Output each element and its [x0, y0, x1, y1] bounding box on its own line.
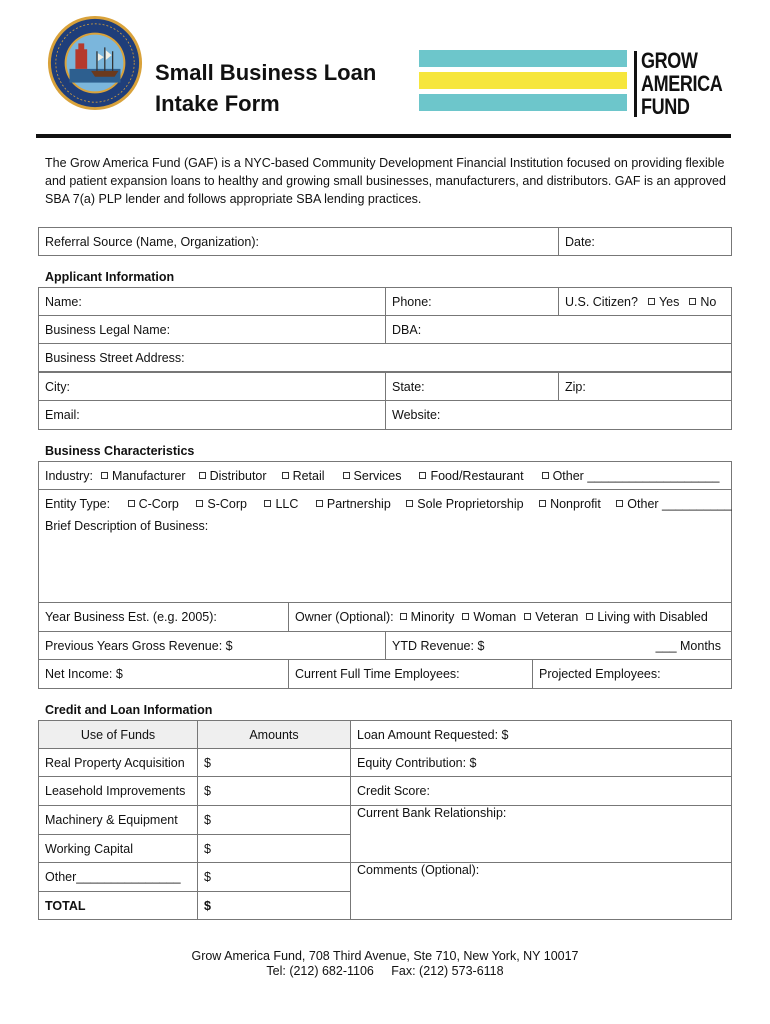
- option-label: Sole Proprietorship: [417, 497, 524, 511]
- intro-paragraph: The Grow America Fund (GAF) is a NYC-based Community Development Financial Institution focused on providing flexible and patient expansion loans to healthy and growing small businesses, manufacturers, and distributors. GAF is an approved SBA 7(a) PLP lender and follows appropriate SBA lending practices.: [45, 156, 726, 206]
- header-divider: [36, 134, 731, 138]
- months-label: ___ Months: [655, 638, 721, 653]
- applicant-information-heading: Applicant Information: [45, 270, 175, 284]
- option-label: C-Corp: [138, 497, 179, 511]
- brand-stripes: [419, 50, 627, 116]
- option-label: Manufacturer: [111, 468, 186, 483]
- website-field[interactable]: [385, 400, 732, 430]
- table-row-machinery: [38, 805, 198, 835]
- table-row-working-capital: [38, 834, 198, 863]
- footer-fax: Fax: (212) 573-6118: [391, 964, 504, 978]
- amount-other[interactable]: [197, 862, 351, 892]
- net-income-field[interactable]: [38, 659, 289, 689]
- dollar-sign: $: [204, 784, 211, 798]
- fund-use-label: Real Property Acquisition: [45, 755, 185, 770]
- checkbox-icon[interactable]: [128, 500, 135, 507]
- amount-machinery[interactable]: [197, 805, 351, 835]
- industry-option-other[interactable]: [542, 469, 720, 483]
- owner-option-minority[interactable]: [400, 610, 455, 624]
- credit-score-label: Credit Score:: [357, 784, 430, 798]
- table-row-leasehold: [38, 776, 198, 806]
- amount-working-capital[interactable]: [197, 834, 351, 863]
- checkbox-icon[interactable]: [199, 472, 206, 479]
- comments-label: Comments (Optional):: [357, 863, 480, 877]
- checkbox-icon[interactable]: [462, 613, 469, 620]
- option-label: Retail: [292, 468, 325, 483]
- us-citizen-label: U.S. Citizen?: [565, 294, 638, 309]
- logo-line-3: FUND: [641, 94, 690, 119]
- footer-contact: [0, 963, 770, 979]
- checkbox-icon[interactable]: [264, 500, 271, 507]
- industry-option-manufacturer[interactable]: [101, 469, 186, 483]
- checkbox-icon[interactable]: [196, 500, 203, 507]
- state-field[interactable]: [385, 372, 559, 401]
- use-of-funds-label: Use of Funds: [80, 727, 156, 742]
- dollar-sign: $: [204, 841, 211, 856]
- business-characteristics-heading: Business Characteristics: [45, 444, 195, 458]
- total-label: TOTAL: [45, 898, 86, 913]
- title-line-1: Small Business Loan: [155, 60, 377, 85]
- option-label: Food/Restaurant: [430, 468, 524, 483]
- name-field[interactable]: [38, 287, 386, 316]
- logo-line-1: GROW: [641, 48, 698, 73]
- use-of-funds-header: [38, 720, 198, 749]
- year-established-label: Year Business Est. (e.g. 2005):: [45, 610, 217, 624]
- dollar-sign: $: [204, 870, 211, 884]
- fund-use-label: Working Capital: [45, 841, 134, 856]
- option-label: Distributor: [209, 468, 267, 483]
- checkbox-icon[interactable]: [539, 500, 546, 507]
- legal-name-label: Business Legal Name:: [45, 322, 171, 337]
- equity-contribution-label: Equity Contribution: $: [357, 755, 477, 770]
- owner-option-woman[interactable]: [462, 610, 516, 624]
- option-label: Minority: [410, 610, 455, 624]
- entity-option-nonprofit[interactable]: [539, 497, 601, 511]
- ytd-revenue-field[interactable]: [385, 631, 732, 660]
- teal-stripe: [419, 50, 627, 67]
- owner-label: Owner (Optional):: [295, 610, 394, 624]
- owner-option-living-with-disabled[interactable]: [586, 610, 707, 624]
- industry-option-services[interactable]: [343, 469, 402, 483]
- industry-row: [38, 461, 732, 490]
- dollar-sign: $: [204, 813, 211, 827]
- name-label: Name:: [45, 294, 82, 309]
- amounts-header: [197, 720, 351, 749]
- amount-real-property[interactable]: [197, 748, 351, 777]
- title-line-2: Intake Form: [155, 91, 280, 116]
- referral-source-field[interactable]: [38, 227, 559, 256]
- option-label: Partnership: [326, 497, 391, 511]
- option-label: Other __________: [627, 497, 732, 511]
- yes-label: Yes: [658, 294, 680, 309]
- footer-tel: Tel: (212) 682-1106: [266, 964, 374, 978]
- entity-option-s-corp[interactable]: [196, 497, 247, 511]
- option-label: Woman: [473, 610, 517, 624]
- logo-divider: [634, 51, 637, 117]
- city-field[interactable]: [38, 372, 386, 401]
- referral-source-label: Referral Source (Name, Organization):: [45, 234, 259, 249]
- industry-option-distributor[interactable]: [199, 469, 267, 483]
- date-field[interactable]: [558, 227, 732, 256]
- dollar-sign: $: [204, 755, 211, 770]
- entity-option-sole-proprietorship[interactable]: [406, 497, 523, 511]
- zip-field[interactable]: [558, 372, 732, 401]
- checkbox-icon[interactable]: [343, 472, 350, 479]
- industry-label: Industry:: [45, 468, 93, 483]
- table-row-real-property: [38, 748, 198, 777]
- option-label: Veteran: [535, 610, 579, 624]
- fund-use-label: Other_______________: [45, 870, 181, 884]
- no-label: No: [700, 294, 717, 309]
- checkbox-icon[interactable]: [616, 500, 623, 507]
- option-label: Other ___________________: [552, 468, 720, 483]
- entity-option-other[interactable]: [616, 497, 731, 511]
- date-label: Date:: [565, 234, 595, 249]
- citizen-no-option[interactable]: [689, 295, 716, 309]
- checkbox-icon[interactable]: [689, 298, 696, 305]
- business-legal-name-field[interactable]: [38, 315, 386, 344]
- industry-option-food-restaurant[interactable]: [419, 469, 523, 483]
- entity-option-c-corp[interactable]: [128, 497, 179, 511]
- city-label: City:: [45, 379, 70, 394]
- full-time-employees-field[interactable]: [288, 659, 533, 689]
- amounts-label: Amounts: [249, 727, 299, 742]
- entity-option-partnership[interactable]: [316, 497, 391, 511]
- checkbox-icon[interactable]: [419, 472, 426, 479]
- loan-amount-field[interactable]: [350, 720, 732, 749]
- fund-use-label: Leasehold Improvements: [45, 784, 186, 798]
- previous-revenue-field[interactable]: [38, 631, 386, 660]
- table-row-other[interactable]: [38, 862, 198, 892]
- option-label: Nonprofit: [550, 497, 601, 511]
- credit-score-field[interactable]: [350, 776, 732, 806]
- teal-stripe: [419, 94, 627, 111]
- checkbox-icon[interactable]: [282, 472, 289, 479]
- table-row-total: [38, 891, 198, 920]
- checkbox-icon[interactable]: [648, 298, 655, 305]
- zip-label: Zip:: [565, 379, 586, 394]
- city-seal-logo: [46, 14, 144, 112]
- checkbox-icon[interactable]: [524, 613, 531, 620]
- ytd-revenue-label: YTD Revenue: $: [392, 638, 485, 653]
- amount-leasehold[interactable]: [197, 776, 351, 806]
- amount-total[interactable]: [197, 891, 351, 920]
- equity-contribution-field[interactable]: [350, 748, 732, 777]
- checkbox-icon[interactable]: [406, 500, 413, 507]
- checkbox-icon[interactable]: [586, 613, 593, 620]
- footer-address: Grow America Fund, 708 Third Avenue, Ste 710, New York, NY 10017: [191, 949, 579, 963]
- full-time-employees-label: Current Full Time Employees:: [295, 667, 460, 681]
- citizen-yes-option[interactable]: [648, 295, 679, 309]
- brief-description-label: Brief Description of Business:: [45, 519, 209, 533]
- email-field[interactable]: [38, 400, 386, 430]
- state-label: State:: [392, 379, 425, 394]
- loan-amount-label: Loan Amount Requested: $: [357, 727, 509, 742]
- email-label: Email:: [45, 408, 80, 422]
- option-label: LLC: [275, 497, 299, 511]
- net-income-label: Net Income: $: [45, 667, 123, 681]
- option-label: Living with Disabled: [597, 610, 708, 624]
- phone-field[interactable]: [385, 287, 559, 316]
- checkbox-icon[interactable]: [101, 472, 108, 479]
- comments-field[interactable]: [350, 862, 732, 920]
- projected-employees-field[interactable]: [532, 659, 732, 689]
- industry-option-retail[interactable]: [282, 469, 325, 483]
- year-established-field[interactable]: [38, 602, 289, 632]
- dollar-sign: $: [204, 898, 211, 913]
- street-address-label: Business Street Address:: [45, 350, 185, 365]
- form-title: [155, 57, 376, 119]
- website-label: Website:: [392, 408, 441, 422]
- grow-america-fund-logo: [641, 49, 722, 118]
- entity-type-row: [45, 497, 732, 511]
- dba-field[interactable]: [385, 315, 732, 344]
- entity-type-label: Entity Type:: [45, 497, 111, 511]
- owner-option-veteran[interactable]: [524, 610, 578, 624]
- phone-label: Phone:: [392, 294, 432, 309]
- owner-field: [288, 602, 732, 632]
- fund-use-label: Machinery & Equipment: [45, 813, 178, 827]
- previous-revenue-label: Previous Years Gross Revenue: $: [45, 638, 233, 653]
- entity-option-llc[interactable]: [264, 497, 298, 511]
- bank-relationship-label: Current Bank Relationship:: [357, 806, 507, 820]
- street-address-field[interactable]: [38, 343, 732, 372]
- checkbox-icon[interactable]: [316, 500, 323, 507]
- us-citizen-field: [558, 287, 732, 316]
- bank-relationship-field[interactable]: [350, 805, 732, 863]
- checkbox-icon[interactable]: [542, 472, 549, 479]
- projected-employees-label: Projected Employees:: [539, 667, 661, 681]
- logo-line-2: AMERICA: [641, 71, 723, 96]
- brief-description-input[interactable]: [44, 535, 726, 599]
- option-label: S-Corp: [207, 497, 247, 511]
- option-label: Services: [353, 468, 402, 483]
- yellow-stripe: [419, 72, 627, 89]
- credit-loan-heading: Credit and Loan Information: [45, 703, 213, 717]
- checkbox-icon[interactable]: [400, 613, 407, 620]
- dba-label: DBA:: [392, 322, 422, 337]
